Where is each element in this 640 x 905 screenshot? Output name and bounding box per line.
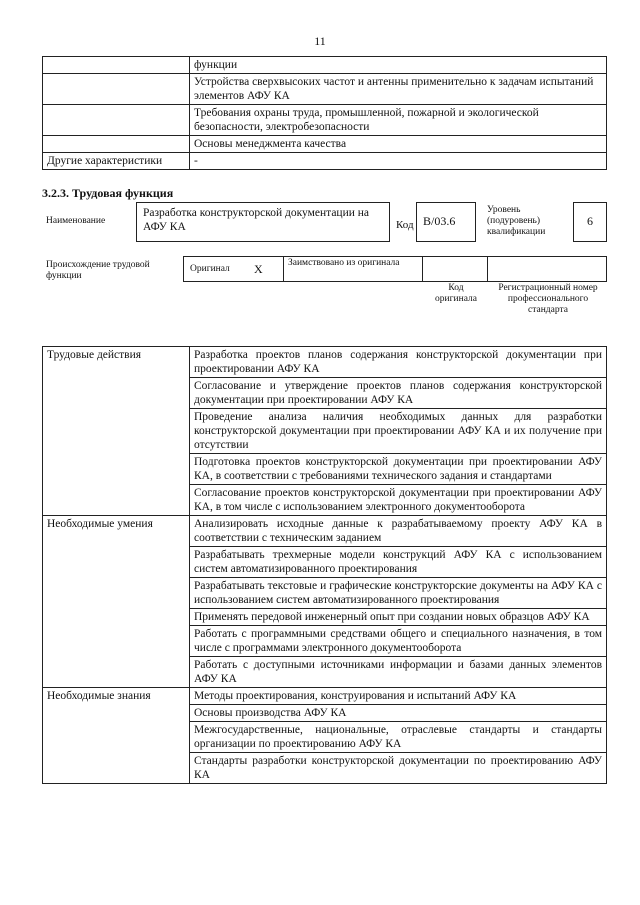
code-label: Код [396, 219, 414, 231]
table-row [43, 516, 607, 547]
top-table-row [43, 57, 607, 74]
qualification-level-label: Уровень (подуровень) квалификации [487, 205, 546, 237]
item-cell: Работать с программными средствами общего и специального назначения, в том числе с программами электронного документооборота [190, 626, 607, 657]
item-cell: Анализировать исходные данные к разрабатываемому проекту АФУ КА в соответствии с техническим заданием [190, 516, 607, 547]
item-cell: Разрабатывать трехмерные модели конструкций АФУ КА с использованием систем автоматизированного проектирования [190, 547, 607, 578]
top-table-row [43, 153, 607, 170]
item-cell: Применять передовой инженерный опыт при создании новых образцов АФУ КА [190, 609, 607, 626]
origin-label: Происхождение трудовой функции [46, 260, 150, 281]
name-label: Наименование [46, 216, 106, 226]
item-cell: Согласование и утверждение проектов планов содержания конструкторской документации при проектировании АФУ КА [190, 378, 607, 409]
item-cell: Межгосударственные, национальные, отраслевые стандарты и стандарты организации по проектированию АФУ КА [190, 722, 607, 753]
original-code-cell [423, 257, 488, 281]
item-cell: Подготовка проектов конструкторской документации при проектировании АФУ КА, в соответствии с требованиями технического задания и стандартами [190, 454, 607, 485]
table-row [43, 688, 607, 705]
original-code-caption: Код оригинала [435, 283, 477, 304]
row-value: функции [190, 57, 607, 74]
item-cell: Проведение анализа наличия необходимых данных для разработки конструкторской документации при проектировании АФУ КА и их получение при отсутствии [190, 409, 607, 454]
table-row [43, 347, 607, 378]
labor-function-table [42, 346, 607, 784]
function-code-box: B/03.6 [416, 202, 476, 242]
original-label: Оригинал [190, 264, 230, 274]
origin-row [183, 256, 607, 282]
registration-number-cell [488, 257, 606, 281]
top-characteristics-table [42, 56, 607, 170]
row-label [43, 136, 190, 153]
category-cell: Трудовые действия [43, 347, 190, 516]
top-table-row [43, 105, 607, 136]
function-name-box: Разработка конструкторской документации на АФУ КА [136, 202, 390, 242]
qualification-level-box: 6 [573, 202, 607, 242]
page-number: 11 [314, 34, 326, 48]
item-cell: Работать с доступными источниками информации и базами данных элементов АФУ КА [190, 657, 607, 688]
row-label: Другие характеристики [43, 153, 190, 170]
borrowed-label: Заимствовано из оригинала [284, 257, 423, 281]
item-cell: Разрабатывать текстовые и графические конструкторские документы на АФУ КА с использованием систем автоматизированного проектирования [190, 578, 607, 609]
item-cell: Согласование проектов конструкторской документации при проектировании АФУ КА, в том числе с использованием электронного документооборота [190, 485, 607, 516]
registration-number-caption: Регистрационный номер профессионального стандарта [498, 283, 598, 315]
category-cell: Необходимые знания [43, 688, 190, 784]
row-value: Основы менеджмента качества [190, 136, 607, 153]
row-value: Требования охраны труда, промышленной, пожарной и экологической безопасности, электробезопасности [190, 105, 607, 136]
section-heading: 3.2.3. Трудовая функция [42, 186, 174, 200]
category-cell: Необходимые умения [43, 516, 190, 688]
item-cell: Основы производства АФУ КА [190, 705, 607, 722]
item-cell: Методы проектирования, конструирования и испытаний АФУ КА [190, 688, 607, 705]
row-label [43, 57, 190, 74]
item-cell: Разработка проектов планов содержания конструкторской документации при проектировании АФУ КА [190, 347, 607, 378]
origin-original-cell [184, 257, 284, 281]
top-table-row [43, 74, 607, 105]
row-value: Устройства сверхвысоких частот и антенны применительно к задачам испытаний элементов АФУ КА [190, 74, 607, 105]
original-mark: X [254, 262, 263, 276]
row-value: - [190, 153, 607, 170]
item-cell: Стандарты разработки конструкторской документации по проектированию АФУ КА [190, 753, 607, 784]
top-table-row [43, 136, 607, 153]
row-label [43, 105, 190, 136]
row-label [43, 74, 190, 105]
